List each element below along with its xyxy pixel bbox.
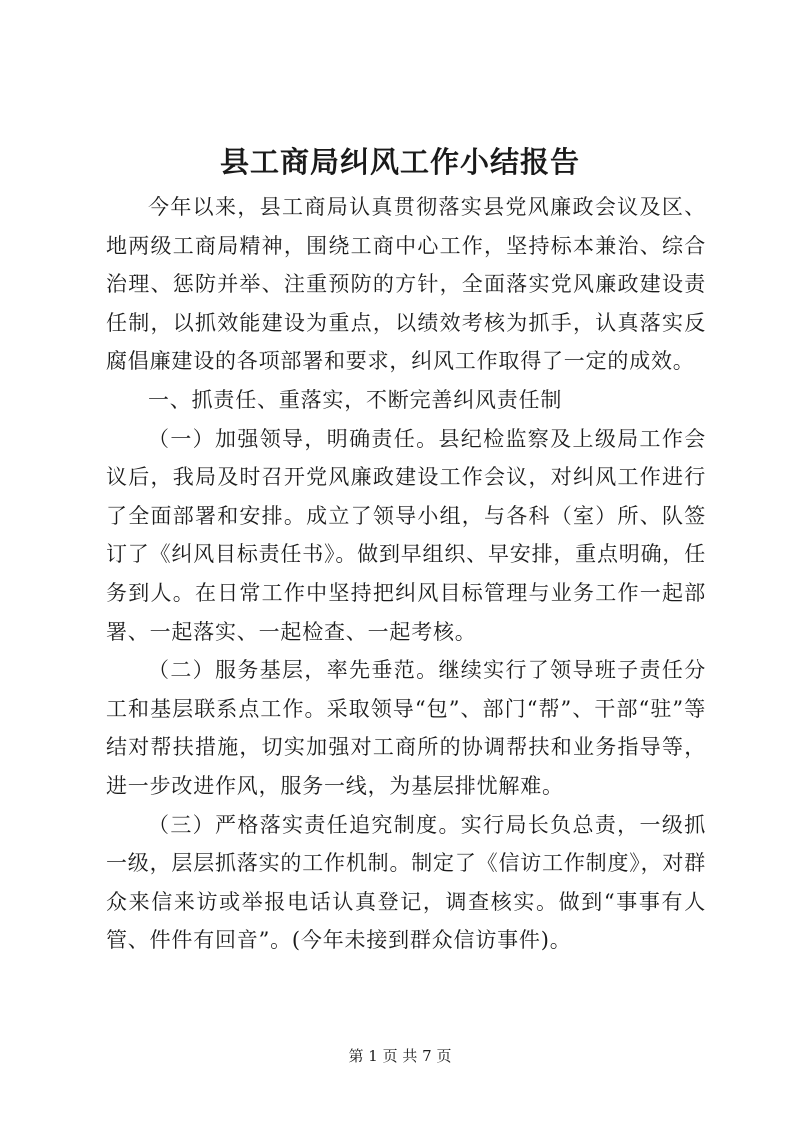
section-heading-1: 一、抓责任、重落实，不断完善纠风责任制 <box>148 387 563 412</box>
subsection-paragraph-2: （二）服务基层，率先垂范。继续实行了领导班子责任分工和基层联系点工作。采取领导“包”、部门“帮”、干部“驻”等结对帮扶措施，切实加强对工商所的协调帮扶和业务指导等，进一步改进作风，服务一线，为基层排忧解难。 <box>106 658 706 798</box>
subsection-paragraph-3: （三）严格落实责任追究制度。实行局长负总责，一级抓一级，层层抓落实的工作机制。制定了《信访工作制度》，对群众来信来访或举报电话认真登记，调查核实。做到“事事有人管、件件有回音”。(今年未接到群众信访事件)。 <box>106 812 706 953</box>
subsection-paragraph-1: （一）加强领导，明确责任。县纪检监察及上级局工作会议后，我局及时召开党风廉政建设工作会议，对纠风工作进行了全面部署和安排。成立了领导小组，与各科（室）所、队签订了《纠风目标责任书》。做到早组织、早安排，重点明确，任务到人。在日常工作中坚持把纠风目标管理与业务工作一起部署、一起落实、一起检查、一起考核。 <box>106 426 706 644</box>
document-body <box>106 188 706 960</box>
page-footer: 第 1 页 共 7 页 <box>348 1047 452 1065</box>
intro-paragraph: 今年以来，县工商局认真贯彻落实县党风廉政会议及区、地两级工商局精神，围绕工商中心工作，坚持标本兼治、综合治理、惩防并举、注重预防的方针，全面落实党风廉政建设责任制，以抓效能建设为重点，以绩效考核为抓手，认真落实反腐倡廉建设的各项部署和要求，纠风工作取得了一定的成效。 <box>106 195 706 374</box>
document-title: 县工商局纠风工作小结报告 <box>219 145 580 179</box>
